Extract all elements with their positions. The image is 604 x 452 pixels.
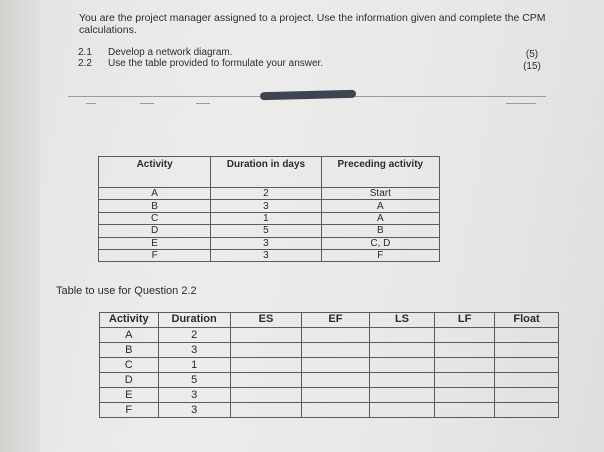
table-cell — [495, 328, 559, 343]
question-text: Develop a network diagram. — [108, 47, 233, 58]
table-cell — [435, 403, 495, 418]
table-cell — [302, 358, 370, 373]
column-header: Preceding activity — [321, 157, 439, 188]
column-header: LS — [369, 313, 435, 328]
table-row — [99, 249, 440, 261]
table-cell — [302, 373, 370, 388]
table-cell — [369, 328, 435, 343]
table-row — [100, 403, 559, 418]
table-cell: D — [100, 373, 159, 388]
question-number: 2.2 — [78, 58, 92, 69]
table-header-row — [99, 157, 440, 188]
table-cell — [369, 388, 435, 403]
question-text: Use the table provided to formulate your answer. — [108, 58, 324, 69]
table-cell — [495, 403, 559, 418]
table-cell: 3 — [211, 237, 321, 249]
table-cell: B — [99, 200, 211, 212]
table-row — [100, 343, 559, 358]
table-cell — [230, 373, 301, 388]
question-2-1-marks: (5) — [525, 49, 539, 60]
column-header: ES — [230, 313, 301, 328]
column-header: Float — [495, 313, 559, 328]
table-cell — [495, 343, 559, 358]
table-cell — [302, 403, 370, 418]
table-cell: C — [100, 358, 159, 373]
answer-table — [99, 312, 559, 418]
column-header: LF — [435, 313, 495, 328]
table-cell — [495, 388, 559, 403]
dash-mark — [86, 103, 96, 104]
previous-page-edge — [0, 0, 40, 452]
table-row — [100, 373, 559, 388]
table-cell: E — [99, 237, 211, 249]
table-cell: D — [99, 225, 211, 237]
table-cell — [230, 328, 301, 343]
column-header: EF — [302, 313, 370, 328]
table-cell — [230, 388, 301, 403]
question-2-2-marks: (15) — [523, 61, 541, 72]
table-cell: 3 — [158, 388, 230, 403]
table-cell — [495, 358, 559, 373]
table-cell — [369, 403, 435, 418]
table-row — [99, 200, 440, 212]
table-row — [99, 225, 440, 237]
table-cell: F — [100, 403, 159, 418]
table-cell: A — [100, 328, 159, 343]
table-cell: E — [100, 388, 159, 403]
dash-mark — [506, 103, 536, 104]
column-header: Duration — [158, 313, 230, 328]
table-row — [99, 188, 440, 200]
table-row — [100, 328, 559, 343]
table-cell: C — [99, 212, 211, 224]
table-cell: F — [321, 249, 439, 261]
table-cell — [369, 358, 435, 373]
table-cell — [435, 388, 495, 403]
dash-mark — [196, 103, 210, 104]
table-cell: A — [321, 200, 439, 212]
table-cell — [435, 373, 495, 388]
table-row — [99, 237, 440, 249]
table-cell: C, D — [321, 237, 439, 249]
table-cell: B — [321, 225, 439, 237]
table-cell: 2 — [158, 328, 230, 343]
table-row — [99, 212, 440, 224]
table-cell: A — [321, 212, 439, 224]
table-row — [100, 388, 559, 403]
table-cell — [302, 388, 370, 403]
table-cell — [435, 328, 495, 343]
table-cell: Start — [321, 188, 439, 200]
table-cell: 2 — [211, 188, 321, 200]
table-header-row — [100, 313, 559, 328]
dash-mark — [140, 103, 154, 104]
table-cell — [230, 343, 301, 358]
activity-table — [98, 156, 440, 262]
column-header: Activity — [100, 313, 159, 328]
question-number: 2.1 — [78, 47, 92, 58]
table-cell — [230, 403, 301, 418]
table-cell — [230, 358, 301, 373]
table-cell — [435, 358, 495, 373]
table-cell: B — [100, 343, 159, 358]
table-cell: 3 — [211, 200, 321, 212]
column-header: Activity — [99, 157, 211, 188]
table-cell: 5 — [158, 373, 230, 388]
table-cell: 5 — [211, 225, 321, 237]
column-header: Duration in days — [211, 157, 321, 188]
table-cell — [302, 343, 370, 358]
table-cell: F — [99, 249, 211, 261]
table-cell — [302, 328, 370, 343]
table-cell — [495, 373, 559, 388]
table-cell: 3 — [158, 343, 230, 358]
table-cell — [369, 373, 435, 388]
table-cell: 3 — [158, 403, 230, 418]
table-row — [100, 358, 559, 373]
table-cell — [435, 343, 495, 358]
question-2-1 — [78, 47, 233, 58]
question-2-2 — [78, 58, 323, 69]
instructions-text: You are the project manager assigned to a project. Use the information given and complete the CPM calculations. — [79, 12, 546, 36]
answer-table-caption: Table to use for Question 2.2 — [56, 285, 197, 297]
table-cell: 3 — [211, 249, 321, 261]
table-cell: 1 — [158, 358, 230, 373]
table-cell — [369, 343, 435, 358]
table-cell: A — [99, 188, 211, 200]
table-cell: 1 — [211, 212, 321, 224]
